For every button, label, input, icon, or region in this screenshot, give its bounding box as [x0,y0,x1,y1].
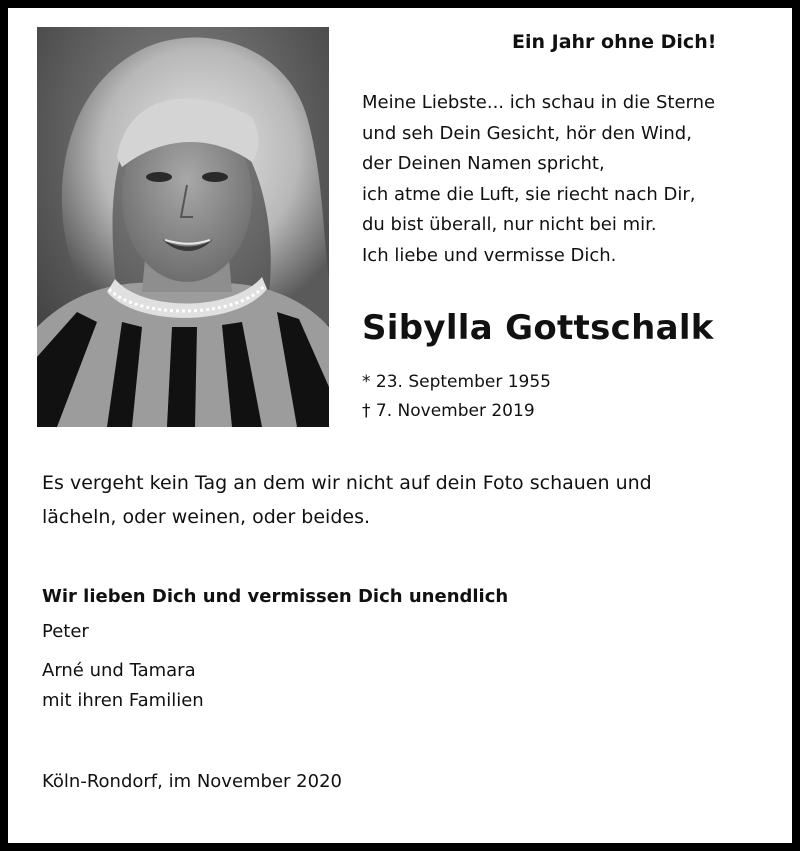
family-members [42,656,508,716]
death-date: † 7. November 2019 [362,401,535,421]
family-member-note: mit ihren Familien [42,690,204,711]
poem-line: der Deinen Namen spricht, [362,153,605,174]
poem-line: Meine Liebste... ich schau in die Sterne [362,92,716,113]
birth-date: * 23. September 1955 [362,372,551,392]
poem-line: Ich liebe und vermisse Dich. [362,244,617,266]
deceased-name: Sibylla Gottschalk [362,308,714,348]
portrait-image [37,27,329,427]
message-line: Es vergeht kein Tag an dem wir nicht auf dein Foto schauen und [42,472,652,494]
poem-line: du bist überall, nur nicht bei mir. [362,214,657,235]
memorial-heading: Ein Jahr ohne Dich! [512,31,717,53]
poem-line: und seh Dein Gesicht, hör den Wind, [362,122,692,144]
poem-line: ich atme die Luft, sie riecht nach Dir, [362,183,696,205]
family-member: Peter [42,621,89,642]
family-member: Arné und Tamara [42,660,196,681]
life-dates [362,368,551,426]
memorial-message [42,466,762,534]
place-and-date: Köln-Rondorf, im November 2020 [42,771,342,792]
message-line: lächeln, oder weinen, oder beides. [42,506,371,528]
family-signatures [42,586,508,716]
poem [362,88,715,271]
closing-line: Wir lieben Dich und vermissen Dich unendlich [42,586,509,607]
portrait-photo [37,27,329,427]
